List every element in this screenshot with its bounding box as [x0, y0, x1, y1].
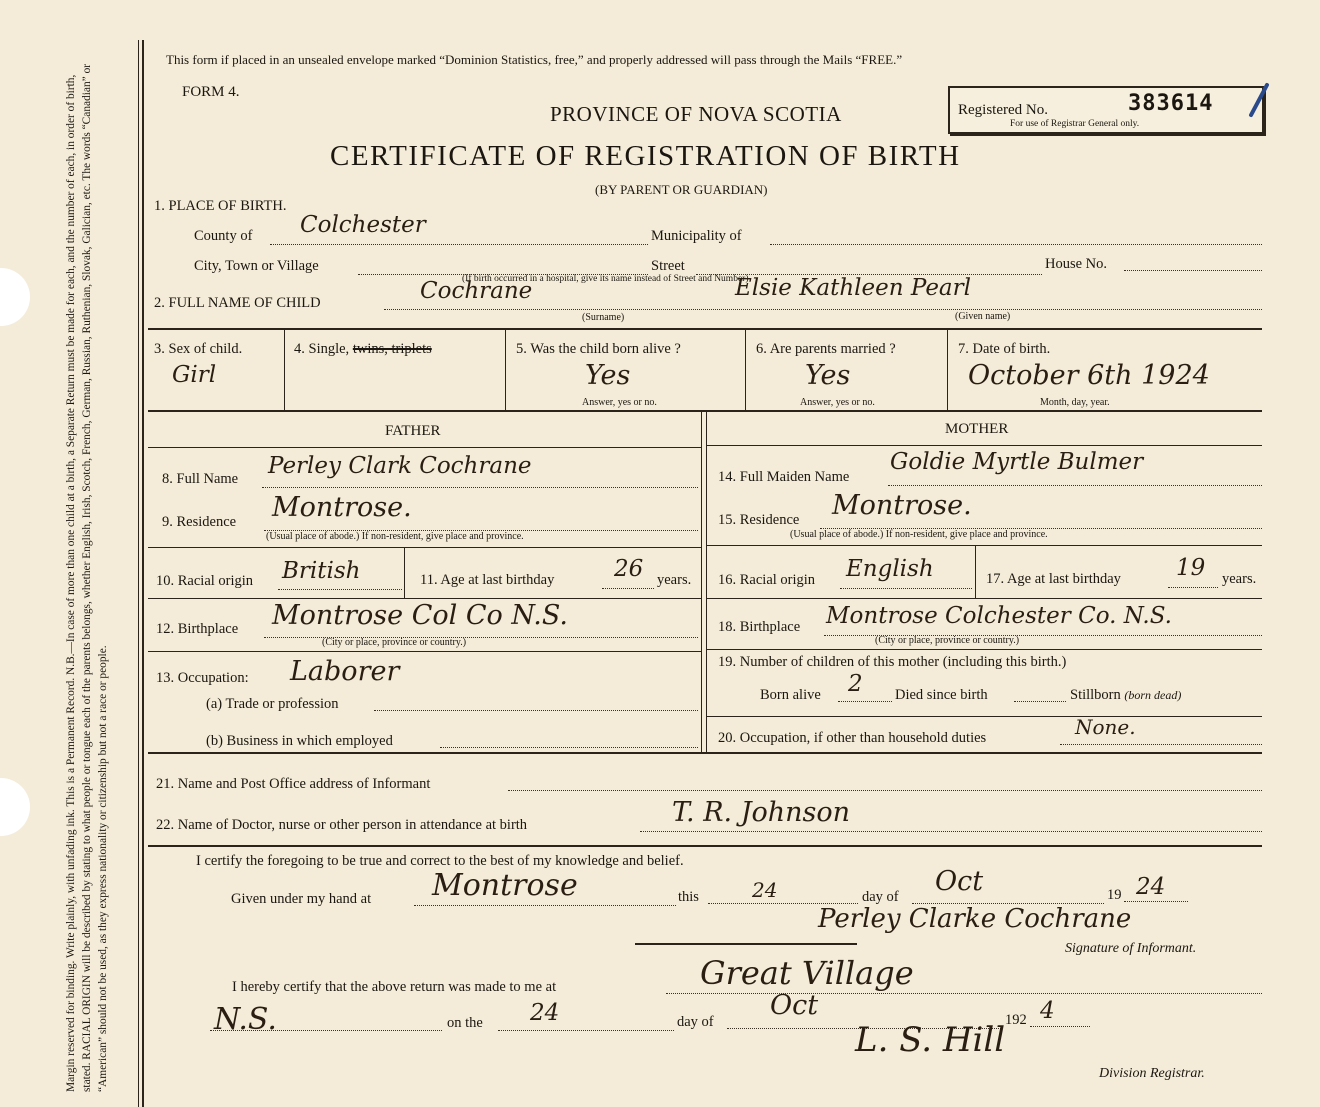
mother-heading: MOTHER [945, 421, 1009, 437]
single-struck-text: twins, triplets [352, 341, 432, 357]
born-alive-value: Yes [585, 360, 631, 391]
father-residence-label: 9. Residence [162, 514, 237, 530]
birth-date-label: 7. Date of birth. [958, 341, 1051, 357]
mother-residence-label: 15. Residence [718, 512, 800, 528]
registered-number-box [948, 86, 1264, 134]
page-title: CERTIFICATE OF REGISTRATION OF BIRTH [330, 140, 961, 172]
certify-text: I certify the foregoing to be true and correct to the best of my knowledge and belief. [196, 853, 684, 869]
mother-age: 19 [1176, 555, 1206, 581]
registrar-year-prefix: 192 [1005, 1012, 1027, 1028]
father-age-label: 11. Age at last birthday [420, 572, 555, 588]
place-heading: 1. PLACE OF BIRTH. [154, 198, 287, 214]
registered-note: For use of Registrar General only. [1010, 119, 1140, 129]
business-label: (b) Business in which employed [206, 733, 393, 749]
mother-residence-hint: (Usual place of abode.) If non-resident, give place and province. [790, 529, 1048, 540]
informant-signature-caption: Signature of Informant. [1065, 941, 1197, 956]
registrar-place: Great Village [700, 954, 914, 992]
single-label: 4. Single, twins, triplets [294, 341, 432, 357]
municipality-label: Municipality of [651, 228, 742, 244]
given-day: 24 [752, 878, 778, 902]
born-alive-count: 2 [848, 671, 863, 697]
sex-label: 3. Sex of child. [154, 341, 243, 357]
born-alive-count-label: Born alive [760, 687, 821, 703]
registered-number: 383614 [1128, 91, 1214, 116]
given-year-prefix: 19 [1107, 887, 1122, 903]
informant-label: 21. Name and Post Office address of Informant [156, 776, 431, 792]
house-label: House No. [1045, 256, 1108, 272]
binding-hole-bottom [0, 778, 30, 836]
father-age-unit: years. [657, 572, 692, 588]
registrar-on-label: on the [447, 1015, 483, 1031]
registrar-province: N.S. [214, 1002, 277, 1037]
father-racial: British [282, 558, 361, 584]
doctor-label: 22. Name of Doctor, nurse or other person in attendance at birth [156, 817, 528, 833]
registrar-signature-caption: Division Registrar. [1099, 1066, 1205, 1081]
mother-birthplace: Montrose Colchester Co. N.S. [826, 603, 1172, 629]
page-subtitle: (BY PARENT OR GUARDIAN) [595, 182, 768, 197]
mother-age-label: 17. Age at last birthday [986, 571, 1121, 587]
mother-racial-label: 16. Racial origin [718, 572, 816, 588]
registrar-day: 24 [530, 1000, 560, 1026]
father-heading: FATHER [385, 423, 441, 439]
mother-age-unit: years. [1222, 571, 1257, 587]
binding-hole-top [0, 268, 30, 326]
county-label: County of [194, 228, 253, 244]
mother-racial: English [846, 556, 934, 582]
margin-border-inner [142, 40, 144, 1107]
registrar-dayof-label: day of [677, 1014, 714, 1030]
given-under-label: Given under my hand at [231, 891, 372, 907]
born-alive-label: 5. Was the child born alive ? [516, 341, 681, 357]
mother-birthplace-label: 18. Birthplace [718, 619, 801, 635]
mother-name: Goldie Myrtle Bulmer [890, 449, 1144, 475]
given-dayof-label: day of [862, 889, 899, 905]
margin-border-outer [138, 40, 139, 1107]
father-name-label: 8. Full Name [162, 471, 239, 487]
column-divider [701, 412, 702, 752]
father-occupation: Laborer [290, 656, 400, 687]
informant-signature: Perley Clarke Cochrane [818, 904, 1132, 934]
father-name: Perley Clark Cochrane [268, 453, 532, 479]
married-hint: Answer, yes or no. [800, 397, 875, 408]
side-instructions: Margin reserved for binding. Write plainly, with unfading ink. This is a Permanent Record. N.B.—In case of more than one child at a birth, a Separate Return must be made for each, and the number of each, in order of birth, stated. RACIAL ORIGIN will be described by stating to what people or tongue each of the parents belongs, whether English, Irish, Scotch, French, German, Russian, Ruthenian, Slovak, Galician, etc. The words “Canadian” or “American” should not be used, as they express nationality or citizenship but not a race or people. [65, 63, 109, 1092]
given-year: 24 [1136, 874, 1166, 900]
married-value: Yes [805, 360, 851, 391]
child-name-label: 2. FULL NAME OF CHILD [154, 295, 321, 311]
father-residence: Montrose. [272, 492, 412, 523]
registered-label: Registered No. [958, 102, 1048, 118]
doctor-name: T. R. Johnson [672, 797, 851, 828]
mother-occupation: None. [1075, 715, 1136, 739]
children-count-label: 19. Number of children of this mother (including this birth.) [718, 654, 1067, 670]
child-given-name: Elsie Kathleen Pearl [735, 275, 971, 301]
mother-birthplace-hint: (City or place, province or country.) [875, 635, 1020, 646]
stillborn-label: Stillborn (born dead) [1070, 687, 1182, 703]
father-birthplace: Montrose Col Co N.S. [272, 600, 568, 631]
registrar-signature: L. S. Hill [855, 1020, 1006, 1060]
separator-line [635, 943, 857, 945]
mother-occupation-label: 20. Occupation, if other than household duties [718, 730, 987, 746]
father-residence-hint: (Usual place of abode.) If non-resident, give place and province. [266, 531, 524, 542]
sex-value: Girl [172, 362, 217, 388]
hospital-note: (If birth occurred in a hospital, give its name instead of Street and Number) [462, 274, 749, 284]
county-value: Colchester [300, 212, 426, 238]
registrar-month: Oct [770, 990, 819, 1021]
city-label: City, Town or Village [194, 258, 319, 274]
street-label: Street [651, 258, 685, 274]
father-birthplace-label: 12. Birthplace [156, 621, 239, 637]
mother-residence: Montrose. [832, 490, 972, 521]
mother-name-label: 14. Full Maiden Name [718, 469, 850, 485]
father-age: 26 [614, 556, 644, 582]
child-surname: Cochrane [420, 278, 533, 304]
died-since-birth-label: Died since birth [895, 687, 988, 703]
birth-date-value: October 6th 1924 [968, 360, 1210, 391]
form-number: FORM 4. [182, 84, 240, 100]
mail-notice: This form if placed in an unsealed envelope marked “Dominion Statistics, free,” and properly addressed will pass through the Mails “FREE.” [166, 52, 903, 67]
given-name-caption: (Given name) [955, 311, 1011, 322]
father-occupation-label: 13. Occupation: [156, 670, 249, 686]
stillborn-hint: (born dead) [1124, 688, 1182, 702]
father-birthplace-hint: (City or place, province or country.) [322, 637, 467, 648]
this-label: this [678, 889, 699, 905]
province-heading: PROVINCE OF NOVA SCOTIA [550, 102, 842, 126]
given-at-place: Montrose [432, 868, 578, 903]
married-label: 6. Are parents married ? [756, 341, 896, 357]
trade-label: (a) Trade or profession [206, 696, 339, 712]
born-alive-hint: Answer, yes or no. [582, 397, 657, 408]
given-month: Oct [935, 866, 984, 897]
birth-date-hint: Month, day, year. [1040, 397, 1110, 408]
surname-caption: (Surname) [582, 312, 625, 323]
registrar-text: I hereby certify that the above return was made to me at [232, 979, 557, 995]
father-racial-label: 10. Racial origin [156, 573, 254, 589]
registrar-year: 4 [1040, 998, 1055, 1024]
